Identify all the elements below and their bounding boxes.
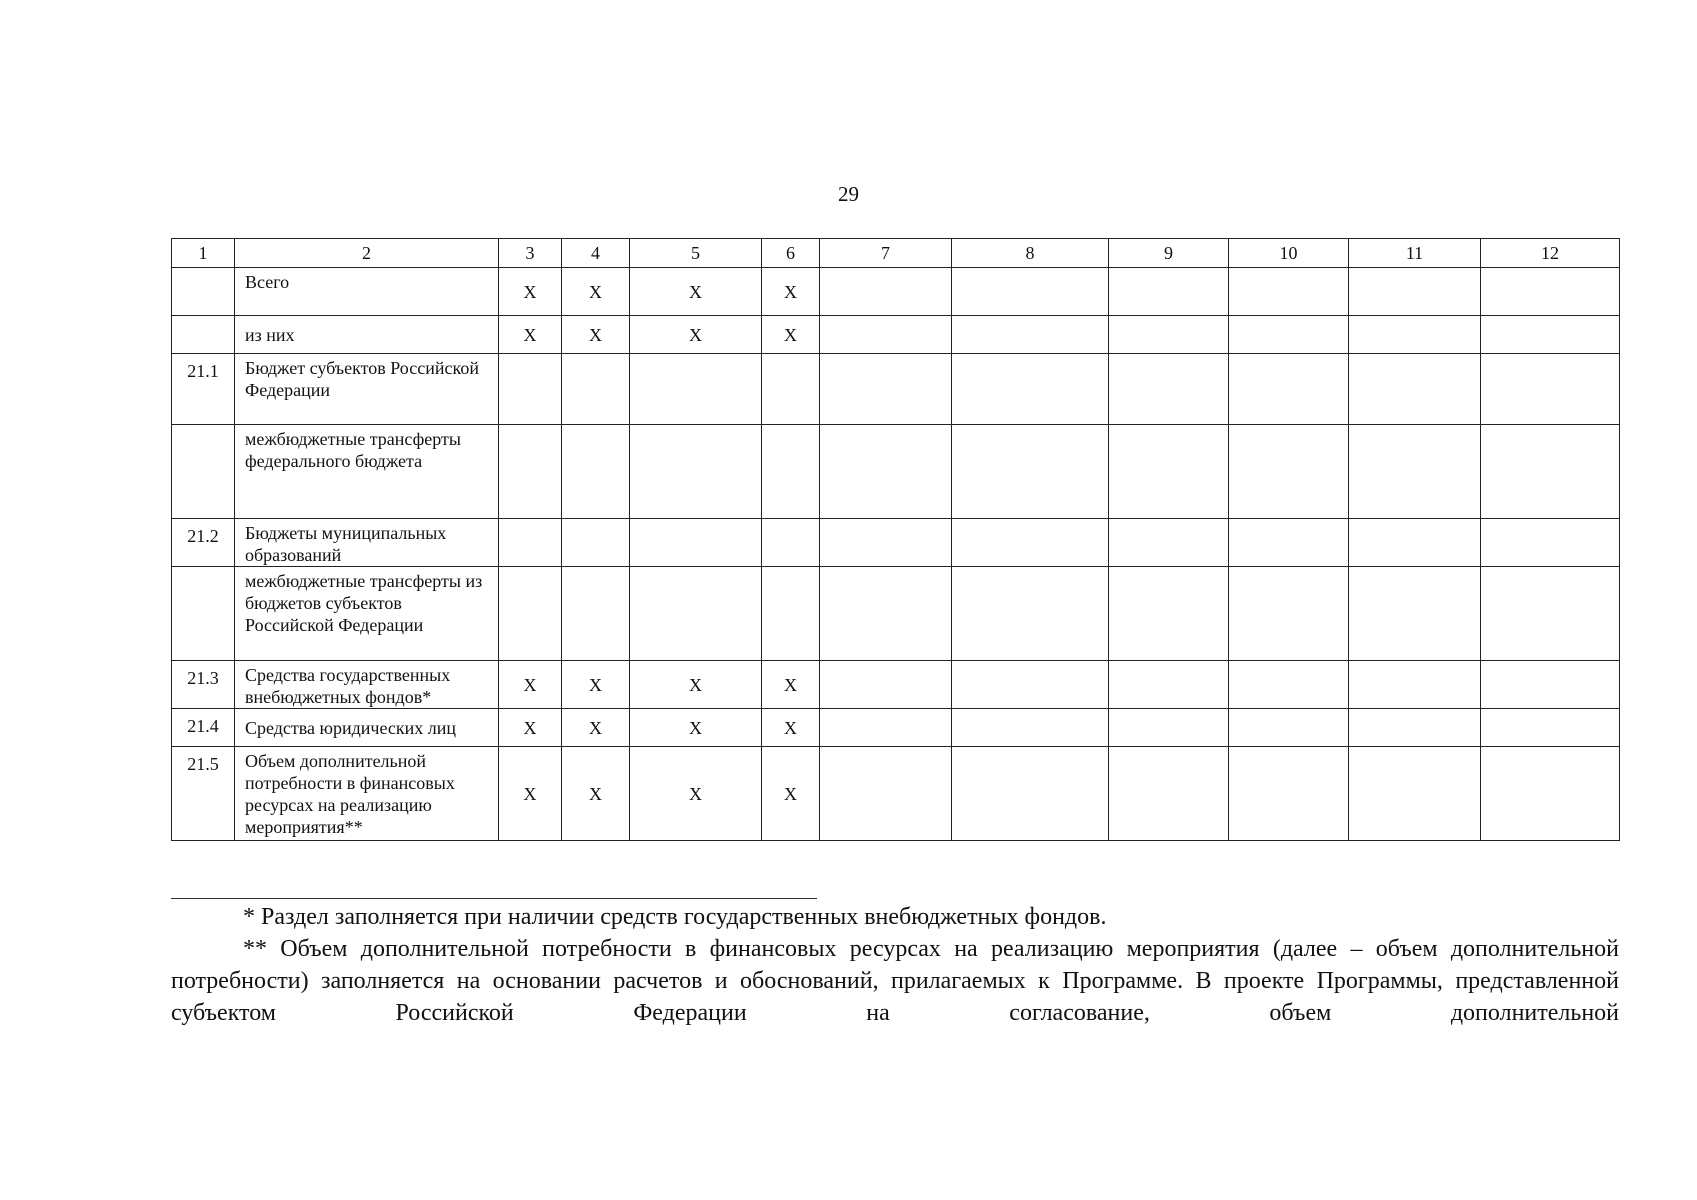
x-mark: X	[630, 268, 762, 316]
x-mark: X	[762, 747, 820, 841]
x-mark: X	[762, 709, 820, 747]
x-mark: X	[762, 661, 820, 709]
x-mark: X	[562, 709, 630, 747]
empty-cell	[1481, 268, 1620, 316]
empty-cell	[499, 425, 562, 519]
empty-cell	[1349, 661, 1481, 709]
empty-cell	[1229, 709, 1349, 747]
header-cell: 5	[630, 239, 762, 268]
empty-cell	[1481, 316, 1620, 354]
empty-cell	[1109, 747, 1229, 841]
row-name: Средства государственных внебюджетных фондов*	[235, 661, 499, 709]
empty-cell	[820, 519, 952, 567]
x-mark: X	[762, 316, 820, 354]
empty-cell	[1229, 661, 1349, 709]
header-cell: 11	[1349, 239, 1481, 268]
empty-cell	[952, 661, 1109, 709]
row-number	[172, 316, 235, 354]
empty-cell	[952, 709, 1109, 747]
empty-cell	[952, 354, 1109, 425]
row-number	[172, 567, 235, 661]
x-mark: X	[499, 268, 562, 316]
empty-cell	[1349, 354, 1481, 425]
footnote-2: ** Объем дополнительной потребности в финансовых ресурсах на реализацию мероприятия (далее – объем дополнительной потребности) заполняется на основании расчетов и обоснований, прилагаемых к Программе. В проекте Программы, представленной субъектом Российской Федерации на согласование, объем дополнительной	[171, 936, 1619, 1026]
empty-cell	[820, 747, 952, 841]
empty-cell	[630, 425, 762, 519]
empty-cell	[1349, 519, 1481, 567]
row-number: 21.2	[172, 519, 235, 567]
x-mark: X	[562, 316, 630, 354]
empty-cell	[1349, 268, 1481, 316]
x-mark: X	[630, 661, 762, 709]
empty-cell	[499, 567, 562, 661]
empty-cell	[1109, 268, 1229, 316]
empty-cell	[1109, 316, 1229, 354]
row-name: Средства юридических лиц	[235, 709, 499, 747]
empty-cell	[952, 425, 1109, 519]
empty-cell	[1481, 709, 1620, 747]
empty-cell	[1481, 747, 1620, 841]
row-name: Всего	[235, 268, 499, 316]
empty-cell	[1229, 268, 1349, 316]
footnote-separator	[171, 898, 817, 899]
empty-cell	[1109, 519, 1229, 567]
empty-cell	[820, 354, 952, 425]
row-name: межбюджетные трансферты из бюджетов субъектов Российской Федерации	[235, 567, 499, 661]
empty-cell	[1481, 425, 1620, 519]
empty-cell	[762, 567, 820, 661]
empty-cell	[820, 316, 952, 354]
table-row	[172, 747, 1620, 841]
header-cell: 2	[235, 239, 499, 268]
header-cell: 6	[762, 239, 820, 268]
x-mark: X	[499, 316, 562, 354]
x-mark: X	[630, 316, 762, 354]
empty-cell	[562, 519, 630, 567]
empty-cell	[1109, 661, 1229, 709]
empty-cell	[499, 354, 562, 425]
empty-cell	[1229, 316, 1349, 354]
row-number: 21.5	[172, 747, 235, 841]
empty-cell	[630, 354, 762, 425]
page-number: 29	[838, 182, 859, 206]
footnote-1: * Раздел заполняется при наличии средств государственных внебюджетных фондов.	[243, 904, 1107, 930]
x-mark: X	[562, 661, 630, 709]
row-name: Бюджет субъектов Российской Федерации	[235, 354, 499, 425]
budget-table	[171, 238, 1620, 841]
row-name: Объем дополнительной потребности в финансовых ресурсах на реализацию мероприятия**	[235, 747, 499, 841]
x-mark: X	[499, 661, 562, 709]
empty-cell	[630, 567, 762, 661]
empty-cell	[820, 709, 952, 747]
empty-cell	[1229, 519, 1349, 567]
empty-cell	[1229, 567, 1349, 661]
x-mark: X	[630, 747, 762, 841]
x-mark: X	[630, 709, 762, 747]
empty-cell	[499, 519, 562, 567]
header-cell: 3	[499, 239, 562, 268]
table-row	[172, 567, 1620, 661]
row-name: межбюджетные трансферты федерального бюджета	[235, 425, 499, 519]
empty-cell	[1481, 354, 1620, 425]
table-row	[172, 268, 1620, 316]
empty-cell	[820, 425, 952, 519]
empty-cell	[1229, 747, 1349, 841]
empty-cell	[1481, 519, 1620, 567]
empty-cell	[762, 354, 820, 425]
empty-cell	[1109, 425, 1229, 519]
table-header-row	[172, 239, 1620, 268]
empty-cell	[762, 425, 820, 519]
empty-cell	[562, 425, 630, 519]
empty-cell	[1109, 567, 1229, 661]
empty-cell	[1349, 425, 1481, 519]
empty-cell	[1229, 425, 1349, 519]
header-cell: 7	[820, 239, 952, 268]
empty-cell	[952, 316, 1109, 354]
header-cell: 1	[172, 239, 235, 268]
empty-cell	[952, 268, 1109, 316]
table-row	[172, 709, 1620, 747]
empty-cell	[1349, 567, 1481, 661]
empty-cell	[1349, 316, 1481, 354]
empty-cell	[820, 567, 952, 661]
empty-cell	[1349, 747, 1481, 841]
empty-cell	[820, 268, 952, 316]
table-row	[172, 661, 1620, 709]
x-mark: X	[562, 747, 630, 841]
empty-cell	[1229, 354, 1349, 425]
x-mark: X	[499, 709, 562, 747]
row-name: из них	[235, 316, 499, 354]
row-number	[172, 268, 235, 316]
empty-cell	[562, 567, 630, 661]
row-number: 21.3	[172, 661, 235, 709]
table-row	[172, 425, 1620, 519]
header-cell: 10	[1229, 239, 1349, 268]
header-cell: 8	[952, 239, 1109, 268]
empty-cell	[1481, 661, 1620, 709]
header-cell: 12	[1481, 239, 1620, 268]
empty-cell	[820, 661, 952, 709]
empty-cell	[952, 567, 1109, 661]
x-mark: X	[762, 268, 820, 316]
header-cell: 4	[562, 239, 630, 268]
row-name: Бюджеты муниципальных образований	[235, 519, 499, 567]
empty-cell	[1109, 354, 1229, 425]
empty-cell	[762, 519, 820, 567]
empty-cell	[630, 519, 762, 567]
table-row	[172, 354, 1620, 425]
empty-cell	[952, 519, 1109, 567]
x-mark: X	[562, 268, 630, 316]
empty-cell	[1109, 709, 1229, 747]
empty-cell	[952, 747, 1109, 841]
row-number: 21.4	[172, 709, 235, 747]
header-cell: 9	[1109, 239, 1229, 268]
row-number: 21.1	[172, 354, 235, 425]
row-number	[172, 425, 235, 519]
empty-cell	[1481, 567, 1620, 661]
table-row	[172, 316, 1620, 354]
x-mark: X	[499, 747, 562, 841]
footnotes	[171, 901, 1619, 1029]
empty-cell	[1349, 709, 1481, 747]
empty-cell	[562, 354, 630, 425]
table-row	[172, 519, 1620, 567]
